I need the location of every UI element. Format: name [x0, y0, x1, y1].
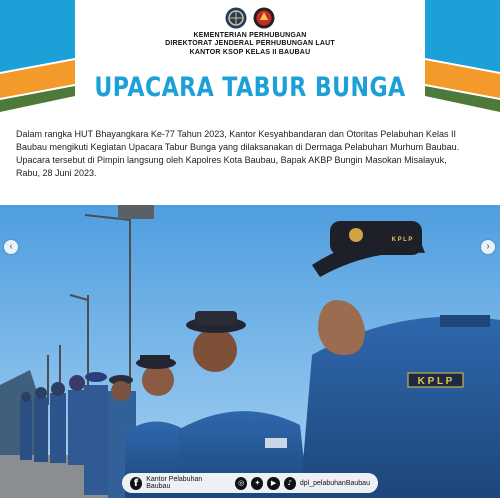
social-handle[interactable]: dpl_pelabuhanBaubau — [299, 479, 370, 487]
chevron-right-icon: › — [486, 241, 490, 252]
carousel-prev-button[interactable] — [4, 240, 18, 254]
uniform-badge-text: K P L P — [417, 376, 453, 387]
social-footer-bar — [122, 473, 378, 493]
caption-line-2: Baubau mengikuti Kegiatan Upacara Tabur Bunga yang dilaksanakan di Dermaga Pelabuhan Murhum Baubau. — [16, 142, 460, 152]
post-title: UPACARA TABUR BUNGA — [94, 72, 406, 103]
instagram-icon[interactable]: ◎ — [235, 477, 247, 490]
ksop-logo — [253, 7, 275, 29]
caption-line-3: Upacara tersebut di Pimpin langsung oleh Kapolres Kota Baubau, Bapak AKBP Bungin Masokan Misalayuk, — [16, 155, 447, 165]
youtube-icon[interactable]: ▶ — [267, 477, 279, 490]
facebook-icon[interactable]: f — [130, 477, 142, 490]
caption-line-1: Dalam rangka HUT Bhayangkara Ke-77 Tahun 2023, Kantor Kesyahbandaran dan Otoritas Pelabuhan Kelas II — [16, 129, 456, 139]
twitter-icon[interactable]: ✦ — [251, 477, 263, 490]
tiktok-icon[interactable]: ♪ — [284, 477, 296, 490]
org-line-3: KANTOR KSOP KELAS II BAUBAU — [189, 48, 311, 56]
post-caption — [16, 128, 486, 180]
organization-name — [0, 32, 500, 57]
ceremony-photo — [0, 205, 500, 498]
ministry-logo — [225, 7, 247, 29]
carousel-next-button[interactable] — [481, 240, 495, 254]
chevron-left-icon: ‹ — [9, 241, 13, 252]
org-line-1: KEMENTERIAN PERHUBUNGAN — [193, 32, 307, 39]
org-line-2: DIREKTORAT JENDERAL PERHUBUNGAN LAUT — [165, 40, 335, 48]
header-logos — [0, 7, 500, 29]
hat-badge-text: K P L P — [391, 237, 413, 243]
facebook-page-name[interactable]: Kantor Pelabuhan Baubau — [146, 476, 203, 490]
caption-line-4: Rabu, 28 Juni 2023. — [16, 168, 97, 178]
